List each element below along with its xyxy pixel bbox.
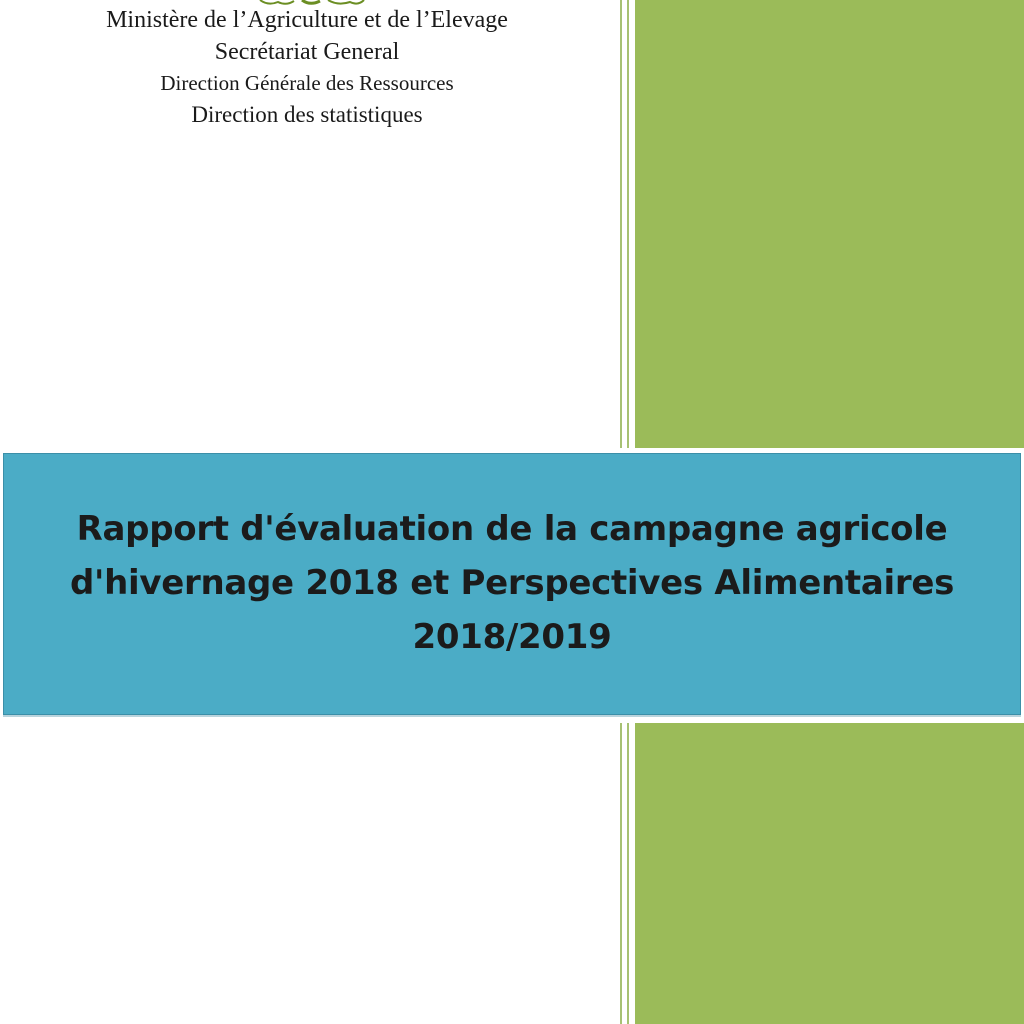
ministry-name: Ministère de l’Agriculture et de l’Elevage <box>106 7 508 33</box>
green-block-top <box>635 0 1024 448</box>
report-title-line-3: 2018/2019 <box>412 617 612 657</box>
report-title <box>4 502 1020 664</box>
ministry-header <box>0 4 614 132</box>
green-block-bottom <box>635 722 1024 1024</box>
secretariat-name: Secrétariat General <box>214 39 400 65</box>
report-title-line-1: Rapport d'évaluation de la campagne agricole <box>76 509 948 549</box>
direction-statistiques-name: Direction des statistiques <box>191 102 423 127</box>
report-title-line-2: d'hivernage 2018 et Perspectives Alimentaires <box>69 563 955 603</box>
title-band <box>3 453 1021 715</box>
direction-generale-name: Direction Générale des Ressources <box>160 71 454 95</box>
